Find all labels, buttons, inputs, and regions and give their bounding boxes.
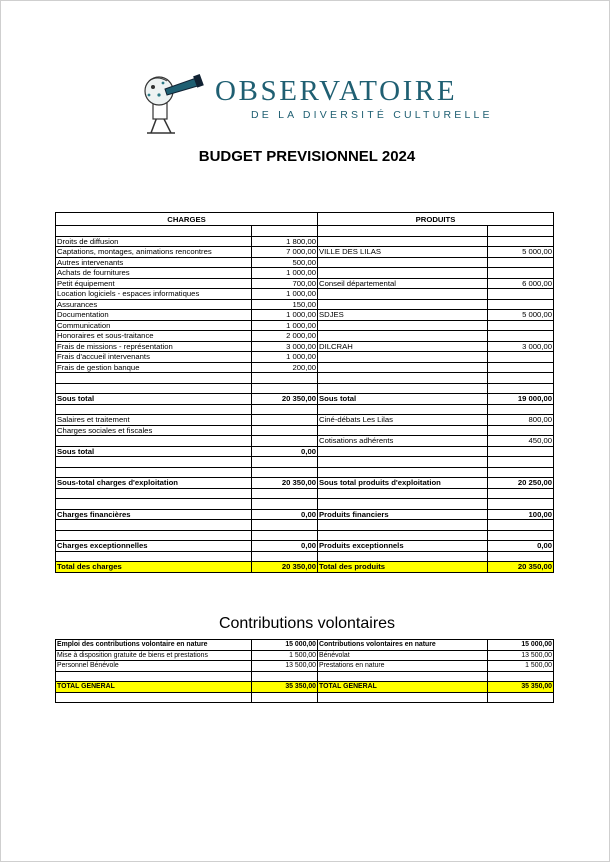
table-cell: Frais de missions - représentation <box>56 341 252 352</box>
table-cell <box>252 530 318 541</box>
table-cell: Captations, montages, animations rencontres <box>56 247 252 258</box>
table-row <box>56 541 554 552</box>
table-cell <box>252 436 318 447</box>
table-cell <box>488 236 554 247</box>
table-cell <box>56 671 252 682</box>
table-cell <box>488 499 554 510</box>
table-cell <box>318 499 488 510</box>
table-cell <box>318 236 488 247</box>
table-cell <box>318 488 488 499</box>
table-cell <box>318 257 488 268</box>
table-cell <box>318 457 488 468</box>
table-cell: 20 350,00 <box>488 562 554 573</box>
logo-wordmark: OBSERVATOIRE <box>215 75 458 107</box>
table-row <box>56 341 554 352</box>
table-cell <box>56 530 252 541</box>
table-cell: Sous total produits d'exploitation <box>318 478 488 489</box>
table-row <box>56 425 554 436</box>
table-cell <box>488 530 554 541</box>
table-cell <box>56 551 252 562</box>
table-cell <box>252 373 318 384</box>
table-cell: 20 350,00 <box>252 562 318 573</box>
table-cell: Charges financières <box>56 509 252 520</box>
table-row <box>56 331 554 342</box>
table-cell <box>318 671 488 682</box>
table-cell <box>56 467 252 478</box>
table-cell <box>56 373 252 384</box>
table-cell: Petit équipement <box>56 278 252 289</box>
table-row <box>56 278 554 289</box>
table-row <box>56 394 554 405</box>
table-cell <box>318 551 488 562</box>
table-cell <box>56 457 252 468</box>
table-cell <box>318 226 488 237</box>
table-cell: Bénévolat <box>318 650 488 661</box>
table-cell: Charges sociales et fiscales <box>56 425 252 436</box>
table-cell: TOTAL GENERAL <box>318 682 488 693</box>
table-cell <box>252 488 318 499</box>
table-cell: Produits financiers <box>318 509 488 520</box>
table-cell: 3 000,00 <box>488 341 554 352</box>
table-cell <box>318 320 488 331</box>
table-cell <box>252 226 318 237</box>
table-row <box>56 640 554 651</box>
table-cell: 1 000,00 <box>252 289 318 300</box>
table-cell: 35 350,00 <box>488 682 554 693</box>
table-cell: Total des produits <box>318 562 488 573</box>
table-row <box>56 562 554 573</box>
table-cell: Honoraires et sous-traitance <box>56 331 252 342</box>
table-cell <box>252 425 318 436</box>
table-cell: Frais d'accueil intervenants <box>56 352 252 363</box>
table-cell: 13 500,00 <box>252 661 318 672</box>
table-cell: Documentation <box>56 310 252 321</box>
table-cell: 5 000,00 <box>488 310 554 321</box>
table-cell: 2 000,00 <box>252 331 318 342</box>
table-cell <box>488 373 554 384</box>
table-cell: 200,00 <box>252 362 318 373</box>
table-row <box>56 236 554 247</box>
table-cell <box>488 404 554 415</box>
table-cell <box>488 692 554 703</box>
table-cell <box>318 331 488 342</box>
table-cell <box>56 404 252 415</box>
table-row <box>56 352 554 363</box>
table-cell <box>488 226 554 237</box>
table-cell <box>488 331 554 342</box>
table-row <box>56 247 554 258</box>
contributions-title: Contributions volontaires <box>218 615 396 632</box>
table-cell: Ciné-débats Les Lilas <box>318 415 488 426</box>
table-row <box>56 436 554 447</box>
table-cell: 1 500,00 <box>252 650 318 661</box>
table-cell: SDJES <box>318 310 488 321</box>
table-cell: 500,00 <box>252 257 318 268</box>
table-cell: Total des charges <box>56 562 252 573</box>
table-cell: Cotisations adhérents <box>318 436 488 447</box>
owl-with-telescope-icon <box>137 73 205 135</box>
table-row <box>56 488 554 499</box>
table-row <box>56 661 554 672</box>
table-cell: Salaires et traitement <box>56 415 252 426</box>
table-cell <box>252 383 318 394</box>
table-cell: 5 000,00 <box>488 247 554 258</box>
table-cell <box>56 488 252 499</box>
table-cell <box>488 551 554 562</box>
table-cell: 0,00 <box>488 541 554 552</box>
table-cell: Sous total <box>318 394 488 405</box>
table-cell <box>56 436 252 447</box>
table-row <box>56 373 554 384</box>
table-cell <box>252 692 318 703</box>
table-row <box>56 499 554 510</box>
table-cell <box>488 268 554 279</box>
document-title: BUDGET PREVISIONNEL 2024 <box>198 148 416 165</box>
table-cell <box>56 520 252 531</box>
table-row <box>56 509 554 520</box>
table-cell <box>488 446 554 457</box>
table-cell: 19 000,00 <box>488 394 554 405</box>
table-cell <box>318 383 488 394</box>
table-cell <box>318 530 488 541</box>
table-cell <box>318 289 488 300</box>
table-cell <box>318 404 488 415</box>
table-cell <box>488 671 554 682</box>
table-cell: Sous-total charges d'exploitation <box>56 478 252 489</box>
contributions-table-body <box>56 640 554 703</box>
table-cell: 20 250,00 <box>488 478 554 489</box>
table-cell: Autres intervenants <box>56 257 252 268</box>
table-row <box>56 289 554 300</box>
table-cell <box>488 383 554 394</box>
table-row <box>56 682 554 693</box>
table-row <box>56 362 554 373</box>
budget-table <box>55 212 554 573</box>
table-cell <box>56 383 252 394</box>
table-cell <box>488 362 554 373</box>
table-cell: 20 350,00 <box>252 478 318 489</box>
table-cell: Droits de diffusion <box>56 236 252 247</box>
table-cell: Prestations en nature <box>318 661 488 672</box>
table-cell: Personnel Bénévole <box>56 661 252 672</box>
table-cell <box>488 425 554 436</box>
table-cell <box>252 551 318 562</box>
table-cell <box>488 352 554 363</box>
table-cell <box>488 257 554 268</box>
table-row <box>56 226 554 237</box>
table-cell <box>318 362 488 373</box>
table-cell: Communication <box>56 320 252 331</box>
table-cell <box>318 373 488 384</box>
table-row <box>56 551 554 562</box>
table-cell: 3 000,00 <box>252 341 318 352</box>
table-cell <box>318 692 488 703</box>
table-cell: 15 000,00 <box>488 640 554 651</box>
table-cell: Conseil départemental <box>318 278 488 289</box>
table-cell <box>318 467 488 478</box>
table-cell: 1 000,00 <box>252 310 318 321</box>
table-cell: Frais de gestion banque <box>56 362 252 373</box>
table-cell <box>252 520 318 531</box>
table-cell: 35 350,00 <box>252 682 318 693</box>
table-cell <box>252 404 318 415</box>
table-cell <box>252 415 318 426</box>
table-cell: 13 500,00 <box>488 650 554 661</box>
table-row <box>56 383 554 394</box>
table-row <box>56 467 554 478</box>
table-cell <box>56 692 252 703</box>
table-cell <box>318 425 488 436</box>
charges-header: CHARGES <box>56 213 318 226</box>
table-cell <box>488 289 554 300</box>
table-cell <box>488 467 554 478</box>
table-row <box>56 320 554 331</box>
table-cell <box>252 467 318 478</box>
table-cell <box>488 520 554 531</box>
table-row <box>56 530 554 541</box>
table-cell: 1 000,00 <box>252 352 318 363</box>
table-cell <box>488 457 554 468</box>
table-row <box>56 415 554 426</box>
table-row <box>56 650 554 661</box>
table-row <box>56 478 554 489</box>
table-cell: 20 350,00 <box>252 394 318 405</box>
table-cell: 0,00 <box>252 446 318 457</box>
table-cell: 7 000,00 <box>252 247 318 258</box>
table-cell <box>56 226 252 237</box>
table-row <box>56 310 554 321</box>
table-cell: 0,00 <box>252 509 318 520</box>
table-cell <box>488 488 554 499</box>
table-cell: 15 000,00 <box>252 640 318 651</box>
table-cell <box>488 320 554 331</box>
budget-table-header <box>56 213 554 226</box>
table-cell <box>318 520 488 531</box>
table-cell <box>252 499 318 510</box>
logo-subtitle: DE LA DIVERSITÉ CULTURELLE <box>251 109 493 121</box>
table-cell: 0,00 <box>252 541 318 552</box>
table-cell: VILLE DES LILAS <box>318 247 488 258</box>
table-row <box>56 446 554 457</box>
table-row <box>56 671 554 682</box>
table-cell <box>318 352 488 363</box>
table-cell: 700,00 <box>252 278 318 289</box>
table-cell <box>318 299 488 310</box>
table-row <box>56 404 554 415</box>
table-cell: 450,00 <box>488 436 554 447</box>
table-cell: Sous total <box>56 394 252 405</box>
table-cell: 1 800,00 <box>252 236 318 247</box>
table-row <box>56 268 554 279</box>
table-cell: DILCRAH <box>318 341 488 352</box>
table-cell: Achats de fournitures <box>56 268 252 279</box>
table-cell <box>488 299 554 310</box>
table-cell: TOTAL GENERAL <box>56 682 252 693</box>
table-row <box>56 457 554 468</box>
table-row <box>56 257 554 268</box>
table-cell: Assurances <box>56 299 252 310</box>
table-cell: 1 000,00 <box>252 268 318 279</box>
table-cell: 6 000,00 <box>488 278 554 289</box>
table-cell: Sous total <box>56 446 252 457</box>
table-cell: Contributions volontaires en nature <box>318 640 488 651</box>
produits-header: PRODUITS <box>318 213 554 226</box>
table-cell: Mise à disposition gratuite de biens et prestations <box>56 650 252 661</box>
table-cell <box>56 499 252 510</box>
table-cell <box>252 457 318 468</box>
table-cell <box>252 671 318 682</box>
budget-table-body <box>56 213 554 573</box>
table-row <box>56 692 554 703</box>
table-cell: 1 500,00 <box>488 661 554 672</box>
table-cell: 100,00 <box>488 509 554 520</box>
table-row <box>56 299 554 310</box>
table-cell: Emploi des contributions volontaire en nature <box>56 640 252 651</box>
table-cell: Charges exceptionnelles <box>56 541 252 552</box>
organization-logo <box>137 73 493 135</box>
table-row <box>56 520 554 531</box>
table-cell: 1 000,00 <box>252 320 318 331</box>
table-cell: 150,00 <box>252 299 318 310</box>
contributions-table <box>55 639 554 703</box>
table-cell <box>318 446 488 457</box>
table-cell: Location logiciels - espaces informatiques <box>56 289 252 300</box>
table-cell <box>318 268 488 279</box>
table-cell: 800,00 <box>488 415 554 426</box>
table-cell: Produits exceptionnels <box>318 541 488 552</box>
